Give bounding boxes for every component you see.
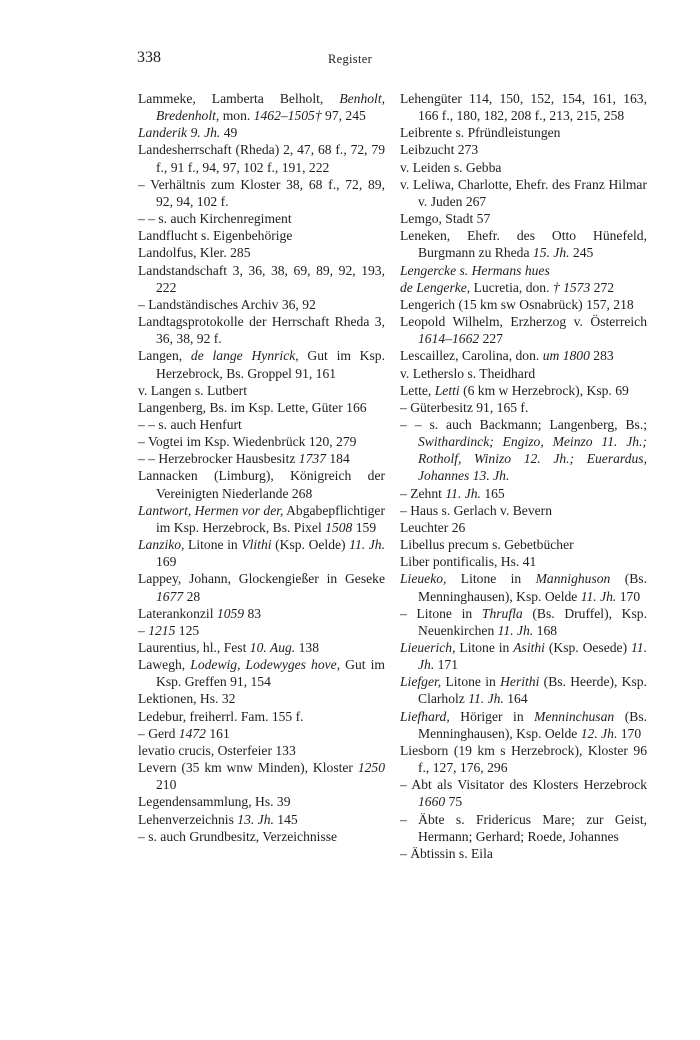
index-entry-text: Levern (35 km wnw Minden), Kloster [138,760,358,776]
index-entry-text: mon. [219,108,254,124]
index-entry-text: Litone in [455,640,514,655]
index-entry-text: – s. auch Grundbesitz, Verzeichnisse [138,828,338,844]
index-entry-italic-text: Lengercke s. Hermans hues [400,262,550,278]
index-entry-text: – Äbte s. Fridericus Mare; zur Geist, Hermann; Gerhard; Roede, Johannes [400,811,647,844]
index-entry-text: Abgabepflichtiger im Ksp. Herzebrock, Bs. Pixel [156,502,385,535]
index-entry-text: – Äbtissin s. Eila [400,845,493,861]
index-entry-text: Litone in [184,537,242,553]
index-entry-italic-text: Lieueko, [400,571,447,587]
index-entry [138,656,385,690]
index-entry-text: 171 [434,657,459,673]
index-entry-text: – – s. auch Kirchenregiment [138,211,292,227]
index-entry [400,124,647,141]
index-entry-text: Landstandschaft 3, 36, 38, 69, 89, 92, 193, 222 [138,262,385,295]
index-entry-text: 170 [617,725,642,741]
index-entry-text: 161 [205,725,230,741]
index-entry [400,210,647,227]
index-entry [400,176,647,210]
index-entry-italic-text: 11. Jh. [468,691,504,707]
index-entry [400,673,647,707]
index-entry-text: 168 [533,622,558,638]
index-entry-italic-text: 1508 [325,519,353,535]
index-entry-text: 184 [325,451,350,467]
index-entry-italic-text: Benholt, Bredenholt, [156,91,385,124]
index-entry [138,433,385,450]
index-entry-text: – – Herzebrocker Hausbesitz [138,451,299,467]
index-entry-text: 75 [445,794,463,810]
index-entry-text: 169 [156,554,177,570]
index-entry-text: – Haus s. Gerlach v. Bevern [400,502,553,518]
index-entry-text: 245 [569,245,594,261]
index-entry [138,262,385,296]
index-entry [400,227,647,261]
index-entry-text: (Bs. Druffel), Ksp. Neuenkirchen [418,605,647,638]
index-entry-italic-text: 11. Jh. [349,537,385,553]
index-entry [138,639,385,656]
index-entry [138,502,385,536]
index-entry-text: – [138,622,149,638]
index-entry-text: Lappey, Johann, Glockengießer in Geseke [138,571,385,587]
index-entry-text: Lammeke, Lamberta Belholt, [138,91,340,106]
index-entry-text: v. Langen s. Lutbert [138,382,247,398]
index-entry-italic-text: 1250 [357,760,385,776]
index-entry-italic-text: 12. Jh. [580,725,618,741]
index-entry-text: v. Leiden s. Gebba [400,159,502,175]
index-entry-italic-text: Lantwort, Hermen vor der, [138,502,284,518]
index-entry-text: 159 [352,519,377,535]
index-entry-text: 138 [295,640,320,655]
index-entry [400,776,647,810]
index-entry [138,622,385,639]
index-entry [138,742,385,759]
index-entry-italic-text: Thrufla [481,605,523,621]
index-entry-italic-text: de Lengerke, [400,279,471,295]
index-entry [138,828,385,845]
index-entry-text: Liber pontificalis, Hs. 41 [400,554,537,570]
index-entry-text: Gut im Ksp. Herzebrock, Bs. Groppel 91, 161 [156,348,385,381]
index-entry-italic-text: um 1800 [542,348,590,364]
index-entry-text: Ledebur, freiherrl. Fam. 155 f. [138,708,304,724]
index-entry [138,399,385,416]
index-entry-text: – Abt als Visitator des Klosters Herzebrock [400,777,647,793]
index-entry [400,485,647,502]
index-entry-italic-text: 1737 [298,451,326,467]
index-entry-italic-text: Vlithi [241,537,272,553]
index-entry-text: 283 [589,348,614,364]
index-entry-text: Gut im Ksp. Greffen 91, 154 [156,657,385,690]
index-entry [400,416,647,485]
index-entry-italic-text: Lodewig, Lodewyges hove, [190,657,341,673]
index-entry [400,262,647,279]
index-entry-italic-text: 1677 [156,588,184,604]
index-entry-text: Laurentius, hl., Fest [138,640,250,655]
index-entry-text: Leuchter 26 [400,519,466,535]
index-entry-text: 272 [590,279,615,295]
index-entry-text: Leopold Wilhelm, Erzherzog v. Österreich [400,314,647,330]
index-entry-text: Lengerich (15 km sw Osnabrück) 157, 218 [400,296,634,312]
index-entry-italic-text: 1614–1662 [418,331,480,347]
index-entry [138,759,385,793]
index-entry [400,605,647,639]
index-entry [138,382,385,399]
index-entry-text: 165 [480,485,505,501]
index-entry-text: (Ksp. Oelde) [271,537,350,553]
index-entry-text: v. Letherslo s. Theidhard [400,365,536,381]
index-entry [138,536,385,570]
index-entry-text: Landflucht s. Eigenbehörige [138,228,293,244]
index-entry [400,742,647,776]
index-entry [138,141,385,175]
index-entry-text: levatio crucis, Osterfeier 133 [138,742,296,758]
index-entry-text: (Bs. Menninghausen), Ksp. Oelde [418,708,648,741]
index-entry-text: (Ksp. Oesede) [544,640,632,655]
index-entry-text: (Bs. Heerde), Ksp. Clarholz [418,674,647,707]
index-entry-text: Lehenverzeichnis [138,811,238,827]
index-entry-text: 97, 245 [321,108,366,124]
index-entry-text: 210 [156,777,177,793]
index-entry-text: 164 [503,691,528,707]
index-entry [138,811,385,828]
index-entry [138,467,385,501]
index-entry [400,159,647,176]
index-entry-italic-text: 11. Jh. [497,622,534,638]
index-entry-text: – – s. auch Henfurt [138,416,242,432]
index-entry-text: Lawegh, [138,657,191,673]
index-entry [400,399,647,416]
index-entry-italic-text: Liefger, [400,674,442,690]
index-entry-text: Lescaillez, Carolina, don. [400,348,543,364]
index-entry-text: Lehengüter 114, 150, 152, 154, 161, 163, 166 f., 180, 182, 208 f., 213, 215, 258 [400,91,647,124]
index-entry-text: Litone in [446,571,536,587]
index-entry [138,296,385,313]
index-entry [138,450,385,467]
index-entry [400,570,647,604]
index-column-right [400,90,647,862]
index-entry-italic-text: Letti [434,382,460,398]
index-entry-italic-text: 11. Jh. [580,588,617,604]
index-entry [400,313,647,347]
index-entry-italic-text: Lieuerich, [400,640,456,655]
index-entry-text: Lucretia, don. [470,279,553,295]
index-entry [138,725,385,742]
index-entry-italic-text: † 1573 [552,279,591,295]
index-entry-italic-text: Landerik 9. Jh. [138,125,221,141]
index-entry [400,639,647,673]
index-entry-text: Liesborn (19 km s Herzebrock), Kloster 96 f., 127, 176, 296 [400,742,647,776]
index-entry-text: Landtagsprotokolle der Herrschaft Rheda 3, 36, 38, 92 f. [138,314,385,347]
index-entry-text: Leibrente s. Pfründleistungen [400,125,561,141]
index-entry-italic-text: Mannighuson [535,571,611,587]
index-entry [400,347,647,364]
index-entry-text: 227 [479,331,503,347]
index-entry [138,416,385,433]
index-entry-italic-text: Lanziko, [138,537,185,553]
index-entry-text: Langenberg, Bs. im Ksp. Lette, Güter 166 [138,399,367,415]
index-entry [400,296,647,313]
index-entry-text: 28 [183,588,201,604]
index-entry [138,708,385,725]
index-entry [400,845,647,862]
index-entry-text: v. Leliwa, Charlotte, Ehefr. des Franz Hilmar v. Juden 267 [400,176,647,209]
index-entry-italic-text: Swithardinck; Engizo, Meinzo 11. Jh.; Rotholf, Winizo 12. Jh.; Euerardus, Johannes 13. Jh. [418,434,647,484]
index-entry [138,313,385,347]
page-number: 338 [137,49,161,66]
index-entry-text: Legendensammlung, Hs. 39 [138,794,291,810]
index-entry [138,605,385,622]
index-entry-text: Laterankonzil [138,605,217,621]
index-entry [138,124,385,141]
index-column-left [138,90,385,845]
index-entry [138,690,385,707]
index-entry-italic-text: 11. Jh. [445,485,481,501]
index-entry [400,90,647,124]
index-entry-text: 145 [273,811,298,827]
index-entry-italic-text: 11. Jh. [418,640,647,673]
index-entry-text: Langen, [138,348,191,364]
index-entry-text: Litone in [441,674,501,690]
index-entry-text: Lette, [400,382,435,398]
index-entry [138,793,385,810]
index-entry-italic-text: 13. Jh. [237,811,274,827]
index-entry-text: 49 [220,125,238,141]
index-entry [138,210,385,227]
index-entry [138,227,385,244]
index-entry-text: Leibzucht 273 [400,142,479,158]
index-entry-italic-text: 1059 [216,605,245,621]
index-entry-italic-text: 1462–1505† [253,108,322,124]
index-entry-italic-text: Asithi [513,640,545,655]
index-entry [138,176,385,210]
index-entry [400,536,647,553]
index-entry-text: (Bs. Menninghausen), Ksp. Oelde [418,571,647,604]
index-entry-text: – Güterbesitz 91, 165 f. [400,399,529,415]
index-entry-text: Lektionen, Hs. 32 [138,691,236,707]
index-entry-text: – Landständisches Archiv 36, 92 [138,296,316,312]
index-entry-text: Landolfus, Kler. 285 [138,245,251,261]
index-entry [138,570,385,604]
index-entry-text: – Gerd [138,725,179,741]
index-entry-text: 125 [175,622,200,638]
index-entry [138,90,385,124]
index-entry-text: – – s. auch Backmann; Langenberg, Bs.; [400,416,647,432]
index-entry-text: Libellus precum s. Gebetbücher [400,537,574,553]
index-entry-italic-text: 1215 [148,622,176,638]
index-entry-italic-text: 1472 [178,725,206,741]
index-entry-italic-text: 10. Aug. [249,640,296,655]
index-entry-text: – Litone in [400,605,482,621]
index-entry-italic-text: 1660 [418,794,446,810]
index-entry-text: 83 [244,605,262,621]
index-entry [400,708,647,742]
index-entry-text: (6 km w Herzebrock), Ksp. 69 [459,382,629,398]
index-entry [400,141,647,158]
index-entry-italic-text: Menninchusan [534,708,615,724]
index-entry [400,279,647,296]
running-head: Register [327,52,373,66]
index-entry [400,811,647,845]
index-entry-text: – Zehnt [400,485,446,501]
index-entry [138,244,385,261]
index-entry-text: – Verhältnis zum Kloster 38, 68 f., 72, 89, 92, 94, 102 f. [138,176,385,209]
index-entry-italic-text: Herithi [500,674,540,690]
index-entry [400,502,647,519]
index-entry [138,347,385,381]
index-entry [400,553,647,570]
index-entry [400,365,647,382]
index-entry-text: Lannacken (Limburg), Königreich der Vereinigten Niederlande 268 [138,468,385,501]
index-entry-text: 170 [616,588,641,604]
index-entry [400,382,647,399]
index-entry-text: – Vogtei im Ksp. Wiedenbrück 120, 279 [138,434,357,450]
index-entry-italic-text: Liefhard, [400,708,450,724]
index-entry [400,519,647,536]
index-entry-italic-text: de lange Hynrick, [190,348,299,364]
index-entry-text: Höriger in [449,708,535,724]
index-entry-text: Landesherrschaft (Rheda) 2, 47, 68 f., 72, 79 f., 91 f., 94, 97, 102 f., 191, 222 [138,142,385,175]
index-entry-text: Leneken, Ehefr. des Otto Hünefeld, Burgmann zu Rheda [400,228,647,261]
index-entry-italic-text: 15. Jh. [532,245,570,261]
index-entry-text: Lemgo, Stadt 57 [400,211,491,227]
